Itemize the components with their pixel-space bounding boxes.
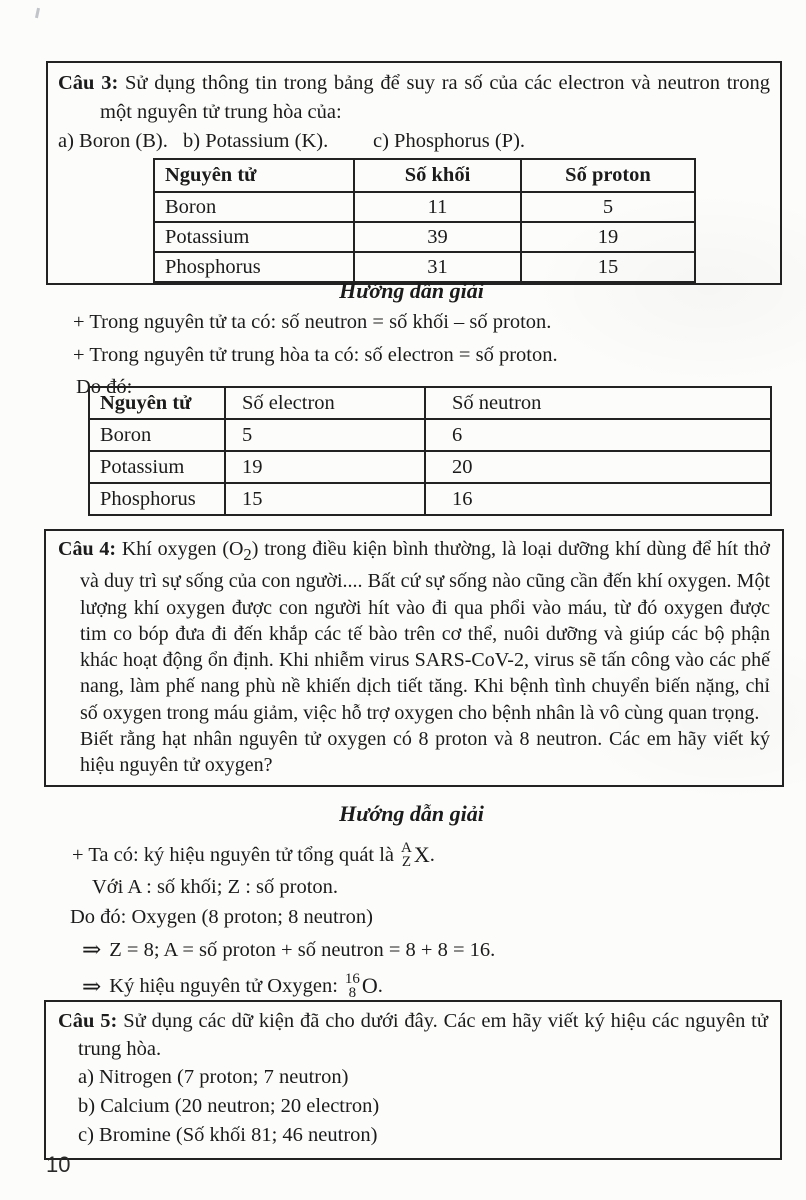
page-number: 10: [46, 1152, 71, 1177]
electron-neutron-table: [88, 386, 772, 516]
table-row: [89, 419, 771, 451]
option-c: c) Phosphorus (P).: [373, 130, 526, 152]
cell-mass: 31: [354, 252, 521, 282]
header-cell: Nguyên tử: [89, 387, 225, 419]
table-header-row: [154, 159, 695, 192]
implies-arrow-icon: ⇒: [82, 937, 102, 962]
implies-arrow-icon: ⇒: [82, 974, 102, 999]
question-4-text: Câu 4: Khí oxygen $(O_2)$ trong điều kiện bình thường, là loại dưỡng khí dùng để hít thở và duy trì sự sống của con người.... Bất cứ sự sống nào cũng cần đến khí oxygen. Một lượng khí oxygen được con người hít vào đi qua phổi vào máu, từ đó oxygen được tim co bóp đưa đi đến khắp các tế bào trên cơ thể, nuôi dưỡng và giúp các bộ phận khác hoạt động ổn định. Khi nhiễm virus SARS-CoV-2, virus sẽ tấn công vào các phế nang, làm phế nang phù nề khiến dịch tiết tăng. Khi bệnh tình chuyển biến nặng, chỉ số oxygen trong máu giảm, việc hỗ trợ oxygen cho bệnh nhân là vô cùng quan trọng.: [58, 538, 770, 724]
nuclide-notation-oxygen: [345, 972, 360, 1000]
question-5-item-a: a) Nitrogen (7 proton; 7 neutron): [78, 1066, 349, 1088]
question-5-label: Câu 5:: [58, 1010, 118, 1032]
solution-3-heading: Hướng dẫn giải: [339, 278, 484, 303]
solution-4-line-1: + Ta có: ký hiệu nguyên tử tổng quát là A Z X .: [72, 840, 435, 870]
header-cell: Số neutron: [425, 387, 771, 419]
header-cell: Số proton: [521, 159, 695, 192]
cell-element: Phosphorus: [89, 483, 225, 515]
nuclide-charge: 8: [348, 985, 357, 1001]
question-4-label: Câu 4:: [58, 538, 117, 560]
nuclide-charge: Z: [401, 854, 412, 870]
table-header-row: [89, 387, 771, 419]
cell-element: Phosphorus: [154, 252, 354, 282]
solution-4-line-3: Do đó: Oxygen (8 proton; 8 neutron): [70, 906, 373, 928]
nuclide-mass: A: [401, 840, 412, 856]
table-row: [154, 222, 695, 252]
cell-element: Potassium: [154, 222, 354, 252]
cell-electron: 15: [225, 483, 425, 515]
cell-neutron: 16: [425, 483, 771, 515]
cell-proton: 5: [521, 192, 695, 222]
header-cell: Số electron: [225, 387, 425, 419]
cell-mass: 39: [354, 222, 521, 252]
cell-mass: 11: [354, 192, 521, 222]
cell-proton: 15: [521, 252, 695, 282]
mass-proton-table: [153, 158, 696, 283]
header-cell: Nguyên tử: [154, 159, 354, 192]
nuclide-symbol: O: [361, 973, 378, 998]
question-5-item-b: b) Calcium (20 neutron; 20 electron): [78, 1095, 380, 1117]
question-3-label: Câu 3:: [58, 72, 119, 94]
option-a: a) Boron (B).: [58, 130, 168, 152]
table-row: [89, 451, 771, 483]
table-row: [154, 192, 695, 222]
cell-element: Boron: [154, 192, 354, 222]
cell-element: Boron: [89, 419, 225, 451]
table-row: [89, 483, 771, 515]
question-4-box: [44, 529, 784, 787]
cell-element: Potassium: [89, 451, 225, 483]
nuclide-mass: 16: [344, 971, 360, 987]
nuclide-notation-general: [401, 841, 412, 869]
question-5-text: Câu 5: Sử dụng các dữ kiện đã cho dưới đây. Các em hãy viết ký hiệu các nguyên tử trung hòa.: [58, 1010, 768, 1060]
nuclide-symbol: X: [413, 842, 430, 867]
header-cell: Số khối: [354, 159, 521, 192]
cell-electron: 19: [225, 451, 425, 483]
cell-electron: 5: [225, 419, 425, 451]
question-3-options: [58, 128, 770, 155]
question-5-item-c: c) Bromine (Số khối 81; 46 neutron): [78, 1124, 378, 1146]
solution-4-line-4: ⇒ Z = 8; A = số proton + số neutron = 8 + 8 = 16.: [82, 937, 496, 962]
question-5-box: [44, 1000, 782, 1160]
solution-3-bullet-2: + Trong nguyên tử trung hòa ta có: số electron = số proton.: [73, 344, 558, 366]
question-4-prompt: Biết rằng hạt nhân nguyên tử oxygen có 8 proton và 8 neutron. Các em hãy viết ký hiệu nguyên tử oxygen?: [80, 728, 770, 777]
cell-neutron: 6: [425, 419, 771, 451]
cell-neutron: 20: [425, 451, 771, 483]
solution-3-therefore: Do đó:: [76, 376, 133, 398]
solution-4-line-5: ⇒ Ký hiệu nguyên tử Oxygen: 16 8 O .: [82, 971, 383, 1001]
cell-proton: 19: [521, 222, 695, 252]
solution-3-bullet-1: + Trong nguyên tử ta có: số neutron = số khối – số proton.: [73, 311, 552, 333]
question-3-text: Câu 3: Sử dụng thông tin trong bảng để suy ra số của các electron và neutron trong một nguyên tử trung hòa của:: [58, 72, 770, 123]
option-b: b) Potassium (K).: [183, 130, 329, 152]
question-3-box: [46, 61, 782, 285]
solution-4-line-2: Với A : số khối; Z : số proton.: [92, 876, 339, 898]
scan-speck: [35, 8, 40, 18]
oxygen-subscript: 2: [243, 545, 252, 564]
solution-4-heading: Hướng dẫn giải: [339, 801, 484, 826]
